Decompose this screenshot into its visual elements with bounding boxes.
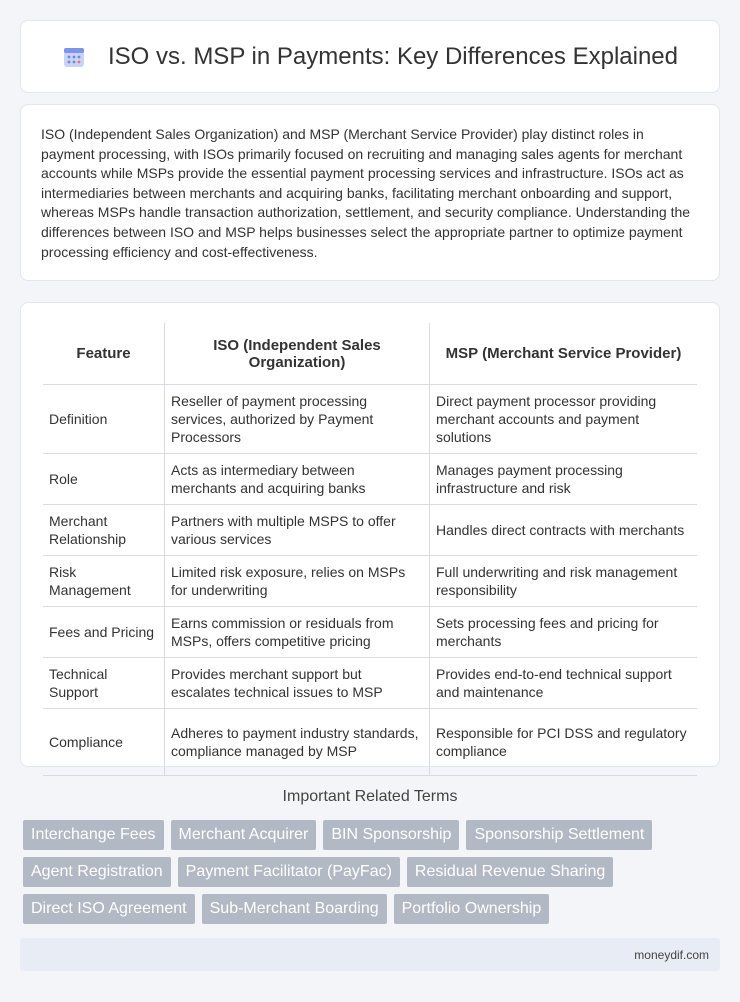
cell-iso: Reseller of payment processing services, authorized by Payment Processors: [164, 385, 429, 454]
cell-feature: Risk Management: [43, 556, 164, 607]
footer-site[interactable]: moneydif.com: [634, 948, 709, 962]
related-term-tag[interactable]: Interchange Fees: [23, 820, 164, 850]
cell-iso: Limited risk exposure, relies on MSPs for underwriting: [164, 556, 429, 607]
comparison-table-card: [20, 302, 720, 767]
table-row: [43, 607, 697, 658]
footer: [20, 938, 720, 971]
cell-msp: Sets processing fees and pricing for merchants: [429, 607, 697, 658]
cell-msp: Provides end-to-end technical support and maintenance: [429, 658, 697, 709]
cell-feature: Role: [43, 454, 164, 505]
related-term-tag[interactable]: Merchant Acquirer: [171, 820, 317, 850]
related-term-tag[interactable]: Sub-Merchant Boarding: [202, 894, 387, 924]
related-term-tag[interactable]: Portfolio Ownership: [394, 894, 550, 924]
cell-iso: Acts as intermediary between merchants and acquiring banks: [164, 454, 429, 505]
related-terms-title: Important Related Terms: [282, 788, 458, 805]
related-term-tag[interactable]: Residual Revenue Sharing: [407, 857, 613, 887]
related-term-tag[interactable]: BIN Sponsorship: [323, 820, 459, 850]
cell-msp: Full underwriting and risk management responsibility: [429, 556, 697, 607]
cell-iso: Earns commission or residuals from MSPs, offers competitive pricing: [164, 607, 429, 658]
related-term-tag[interactable]: Agent Registration: [23, 857, 171, 887]
cell-msp: Handles direct contracts with merchants: [429, 505, 697, 556]
table-row: [43, 505, 697, 556]
cell-feature: Compliance: [43, 709, 164, 776]
cell-iso: Partners with multiple MSPS to offer various services: [164, 505, 429, 556]
cell-msp: Direct payment processor providing merchant accounts and payment solutions: [429, 385, 697, 454]
cell-feature: Definition: [43, 385, 164, 454]
table-header-row: [43, 323, 697, 385]
table-row: [43, 658, 697, 709]
column-header-msp: MSP (Merchant Service Provider): [429, 323, 697, 385]
page-title: ISO vs. MSP in Payments: Key Differences Explained: [107, 42, 679, 70]
calendar-icon: [62, 45, 86, 69]
related-term-tag[interactable]: Payment Facilitator (PayFac): [178, 857, 400, 887]
cell-feature: Fees and Pricing: [43, 607, 164, 658]
related-terms-list: [23, 820, 713, 924]
column-header-iso: ISO (Independent Sales Organization): [164, 323, 429, 385]
comparison-table: [43, 323, 697, 776]
cell-iso: Provides merchant support but escalates technical issues to MSP: [164, 658, 429, 709]
cell-msp: Manages payment processing infrastructure and risk: [429, 454, 697, 505]
table-row: [43, 709, 697, 776]
cell-feature: Merchant Relationship: [43, 505, 164, 556]
intro-card: [20, 104, 720, 281]
header-card: [20, 20, 720, 93]
column-header-feature: Feature: [43, 323, 164, 385]
table-row: [43, 556, 697, 607]
table-row: [43, 385, 697, 454]
cell-feature: Technical Support: [43, 658, 164, 709]
cell-iso: Adheres to payment industry standards, compliance managed by MSP: [164, 709, 429, 776]
table-row: [43, 454, 697, 505]
related-term-tag[interactable]: Sponsorship Settlement: [466, 820, 652, 850]
related-term-tag[interactable]: Direct ISO Agreement: [23, 894, 195, 924]
intro-text: ISO (Independent Sales Organization) and MSP (Merchant Service Provider) play distinct roles in payment processing, with ISOs primarily focused on recruiting and managing sales agents for merchant accounts while MSPs provide the essential payment processing services and infrastructure. ISOs act as intermediaries between merchants and acquiring banks, facilitating merchant onboarding and support, whereas MSPs handle transaction authorization, settlement, and security compliance. Understanding the differences between ISO and MSP helps businesses select the appropriate partner to optimize payment processing efficiency and cost-effectiveness.: [41, 126, 691, 260]
cell-msp: Responsible for PCI DSS and regulatory compliance: [429, 709, 697, 776]
